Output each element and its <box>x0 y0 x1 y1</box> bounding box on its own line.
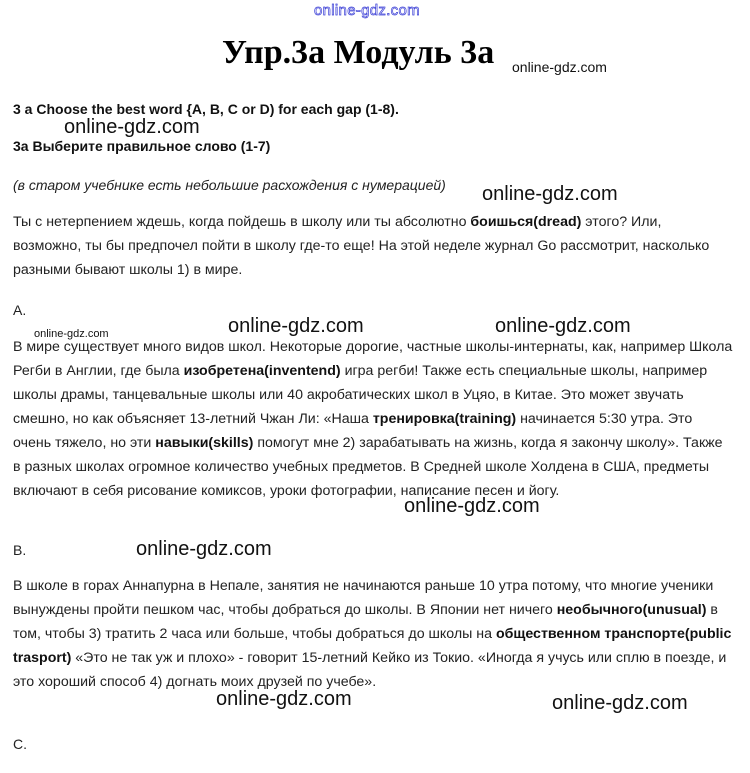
watermark: online-gdz.com <box>512 59 607 75</box>
bold-term: необычного(unusual) <box>556 602 707 618</box>
watermark: online-gdz.com <box>34 328 109 340</box>
watermark: online-gdz.com <box>64 116 200 138</box>
task-instruction-ru: 3а Выберите правильное слово (1-7) <box>13 138 271 154</box>
bold-term: изобретена(inventend) <box>183 363 341 379</box>
watermark: online-gdz.com <box>482 183 618 205</box>
intro-paragraph: Ты с нетерпением ждешь, когда пойдешь в школу или ты абсолютно боишься(dread) этого? Или, возможно, ты бы предпочел пойти в школу где-то еще! На этой неделе журнал Go рассмотрит, насколько разными бывают школы 1) в мире. <box>13 214 710 278</box>
watermark-top: online-gdz.com <box>314 2 420 19</box>
section-a-paragraph: В мире существует много видов школ. Некоторые дорогие, частные школы-интернаты, как, например Школа Регби в Англии, где была изобретена(inventend) игра регби! Также есть специальные школы, например школы драмы, танцевальные школы или 40 акробатических школ в Уцяо, в Китае. Это может звучать смешно, но как объясняет 13-летний Чжан Ли: «Наша тренировка(training) начинается 5:30 утра. Это очень тяжело, но эти навыки(skills) помогут мне 2) зарабатывать на жизнь, когда я закончу школу». Также в разных школах огромное количество учебных предметов. В Средней школе Холдена в США, предметы включают в себя рисование комиксов, уроки фотографии, написание песен и йогу. <box>13 339 733 499</box>
watermark: online-gdz.com <box>216 688 352 710</box>
section-b-paragraph: В школе в горах Аннапурна в Непале, занятия не начинаются раньше 10 утра потому, что многие ученики вынуждены пройти пешком час, чтобы добраться до школы. В Японии нет ничего необычного(unusual) в том, чтобы 3) тратить 2 часа или больше, чтобы добраться до школы на общественном транспорте(public trasport) «Это не так уж и плохо» - говорит 15-летний Кейко из Токио. «Иногда я учусь или сплю в поезде, и это хороший способ 4) догнать моих друзей по учебе». <box>13 578 732 690</box>
watermark: online-gdz.com <box>495 315 631 337</box>
bold-term: боишься(dread) <box>470 214 582 230</box>
watermark: online-gdz.com <box>136 538 272 560</box>
bold-term: общественном транспорте(public trasport) <box>13 626 732 666</box>
bold-term: навыки(skills) <box>155 435 254 451</box>
page-title: Упр.3а Модуль 3а <box>222 34 495 71</box>
section-a-label: A. <box>13 302 27 318</box>
section-b-label: B. <box>13 542 27 558</box>
task-instruction-en: 3 a Choose the best word {A, B, C or D) for each gap (1-8). <box>13 101 399 117</box>
section-c-label: C. <box>13 736 27 752</box>
watermark: online-gdz.com <box>228 315 364 337</box>
watermark: online-gdz.com <box>404 495 540 517</box>
bold-term: тренировка(training) <box>372 411 517 427</box>
note-text: (в старом учебнике есть небольшие расхождения с нумерацией) <box>13 177 446 193</box>
watermark: online-gdz.com <box>552 692 688 714</box>
